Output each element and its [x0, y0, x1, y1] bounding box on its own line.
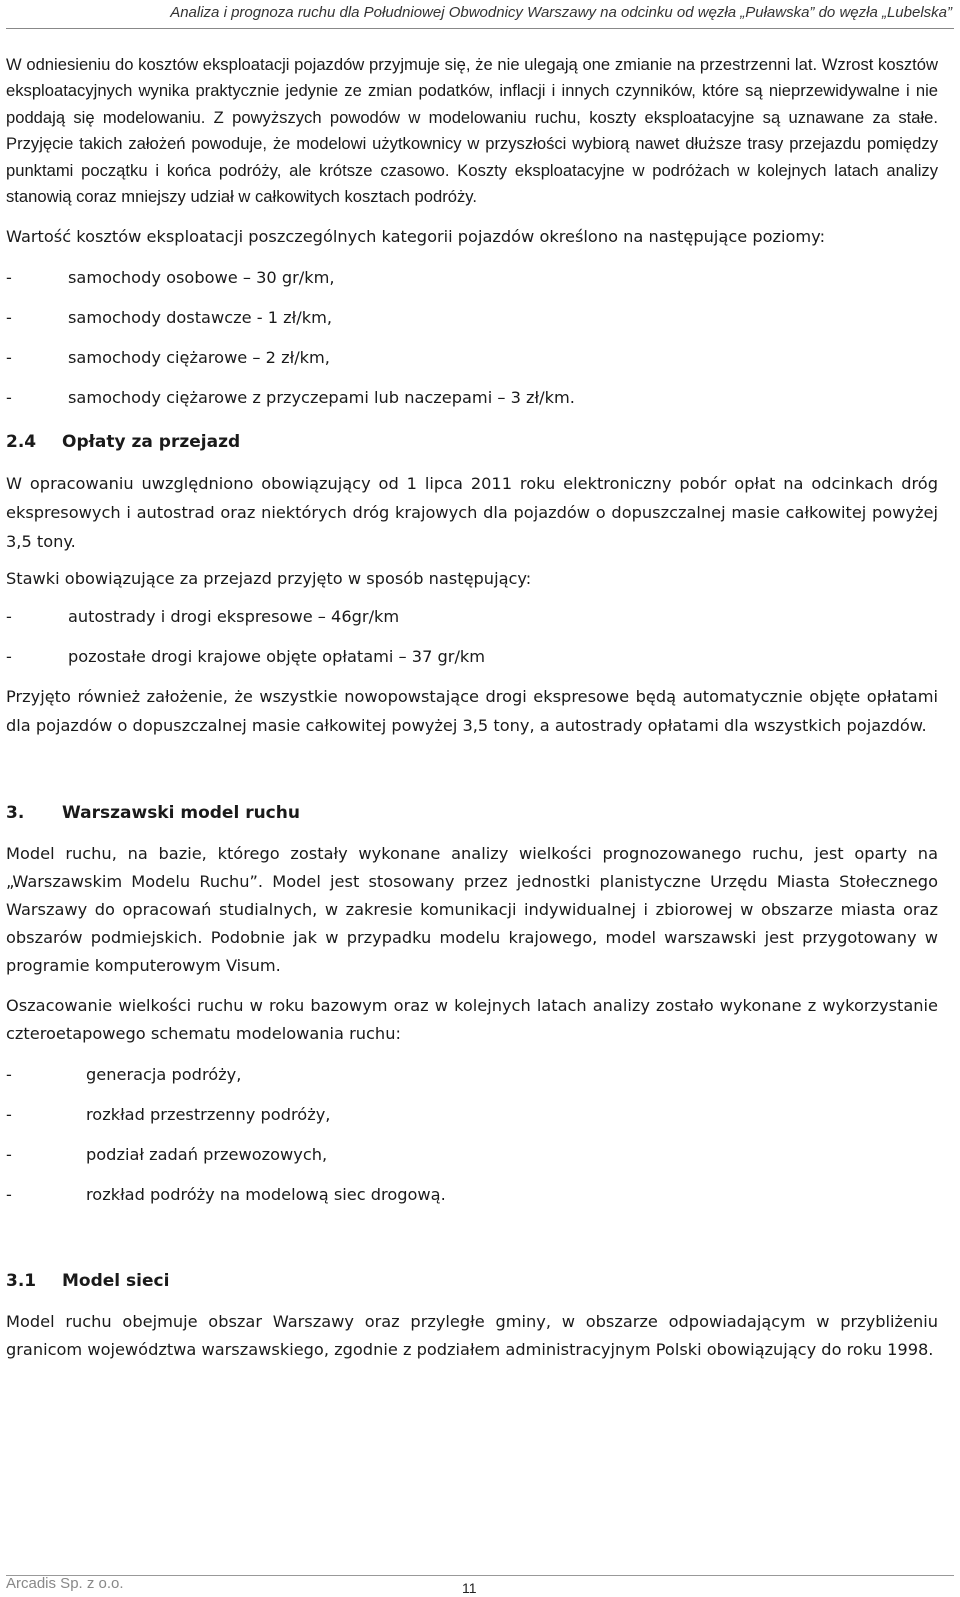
list-item: - pozostałe drogi krajowe objęte opłatami – 37 gr/km	[6, 647, 486, 667]
intro-paragraph: W odniesieniu do kosztów eksploatacji pojazdów przyjmuje się, że nie ulegają one zmianie na przestrzenni lat. Wzrost kosztów eksploatacyjnych wynika praktycznie jedynie ze zmian podatków, inflacji i innych czynników, które są nieprzewidywalne i nie poddają się modelowaniu. Z powyższych powodów w modelowaniu ruchu, koszty eksploatacyjne są uznawane za stałe. Przyjęcie takich założeń powoduje, że modelowi użytkownicy w przyszłości wybiorą nawet dłuższe trasy przejazdu pomiędzy punktami początku i końca podróży, ale krótsze czasowo. Koszty eksploatacyjne w podróżach w kolejnych latach analizy stanowią coraz mniejszy udział w całkowitych kosztach podróży.	[6, 55, 938, 207]
section-heading-3	[6, 800, 938, 826]
section-number: 3.1	[6, 1271, 37, 1292]
page-number: 11	[462, 1580, 477, 1596]
list-item: - autostrady i drogi ekspresowe – 46gr/km	[6, 607, 400, 627]
list-item-text: autostrady i drogi ekspresowe – 46gr/km	[68, 607, 400, 627]
stages-list	[6, 1062, 938, 1208]
costs-intro: Wartość kosztów eksploatacji poszczególnych kategorii pojazdów określono na następujące poziomy:	[6, 227, 826, 247]
section-title: Model sieci	[62, 1271, 170, 1292]
header-title: Analiza i prognoza ruchu dla Południowej Obwodnicy Warszawy na odcinku od węzła „Puławska” do węzła „Lubelska”	[170, 4, 952, 21]
list-item-text: generacja podróży,	[86, 1065, 242, 1085]
section-number: 3.	[6, 803, 25, 824]
footer-rule	[6, 1575, 954, 1576]
page-header	[0, 0, 960, 30]
section-heading-2-4	[6, 429, 938, 455]
list-item-text: samochody ciężarowe – 2 zł/km,	[68, 347, 330, 367]
list-item-text: samochody ciężarowe z przyczepami lub naczepami – 3 zł/km.	[68, 387, 575, 407]
list-item-text: samochody dostawcze - 1 zł/km,	[68, 307, 332, 327]
warsaw-model-paragraph: Model ruchu, na bazie, którego zostały wykonane analizy wielkości prognozowanego ruchu, jest oparty na „Warszawskim Modelu Ruchu”. Model jest stosowany przez jednostki planistyczne Urzędu Miasta Stołecznego Warszawy do opracowań studialnych, w zakresie komunikacji indywidualnej i zbiorowej w obszarze miasta oraz obszarów podmiejskich. Podobnie jak w przypadku modelu krajowego, model warszawski jest przygotowany w programie komputerowym Visum.	[6, 844, 938, 976]
header-rule	[6, 28, 954, 29]
network-model-paragraph: Model ruchu obejmuje obszar Warszawy oraz przyległe gminy, w obszarze odpowiadającym w przybliżeniu granicom województwa warszawskiego, zgodnie z podziałem administracyjnym Polski obowiązujący do roku 1998.	[6, 1312, 938, 1360]
list-item: - podział zadań przewozowych,	[6, 1145, 328, 1165]
footer-company: Arcadis Sp. z o.o.	[6, 1575, 124, 1592]
rates-intro: Stawki obowiązujące za przejazd przyjęto w sposób następujący:	[6, 568, 532, 588]
section-number: 2.4	[6, 431, 37, 452]
tolls-paragraph: W opracowaniu uwzględniono obowiązujący od 1 lipca 2011 roku elektroniczny pobór opłat na odcinkach dróg ekspresowych i autostrad oraz niektórych dróg krajowych dla pojazdów o dopuszczalnej masie całkowitej powyżej 3,5 tony.	[6, 473, 938, 551]
list-item-text: rozkład podróży na modelową siec drogową.	[86, 1185, 446, 1205]
rates-list	[6, 604, 938, 670]
tolls-assumption-paragraph: Przyjęto również założenie, że wszystkie nowopowstające drogi ekspresowe będą automatycznie objęte opłatami dla pojazdów o dopuszczalnej masie całkowitej powyżej 3,5 tony, a autostrady opłatami dla wszystkich pojazdów.	[6, 687, 938, 736]
costs-list	[6, 265, 938, 411]
list-item: - samochody ciężarowe – 2 zł/km,	[6, 347, 330, 367]
list-item: - generacja podróży,	[6, 1065, 242, 1085]
section-title: Opłaty za przejazd	[62, 431, 241, 452]
page-content	[6, 52, 938, 1364]
estimation-paragraph: Oszacowanie wielkości ruchu w roku bazowym oraz w kolejnych latach analizy zostało wykonane z wykorzystanie czteroetapowego schematu modelowania ruchu:	[6, 996, 938, 1044]
list-item: - samochody osobowe – 30 gr/km,	[6, 267, 335, 287]
section-heading-3-1	[6, 1268, 938, 1294]
list-item-text: rozkład przestrzenny podróży,	[86, 1105, 331, 1125]
section-title: Warszawski model ruchu	[62, 803, 300, 824]
list-item: - samochody ciężarowe z przyczepami lub naczepami – 3 zł/km.	[6, 387, 575, 407]
list-item: - samochody dostawcze - 1 zł/km,	[6, 307, 332, 327]
list-item: - rozkład podróży na modelową siec drogową.	[6, 1185, 446, 1205]
list-item: - rozkład przestrzenny podróży,	[6, 1105, 331, 1125]
list-item-text: samochody osobowe – 30 gr/km,	[68, 267, 335, 287]
list-item-text: podział zadań przewozowych,	[86, 1145, 328, 1165]
list-item-text: pozostałe drogi krajowe objęte opłatami – 37 gr/km	[68, 647, 486, 667]
